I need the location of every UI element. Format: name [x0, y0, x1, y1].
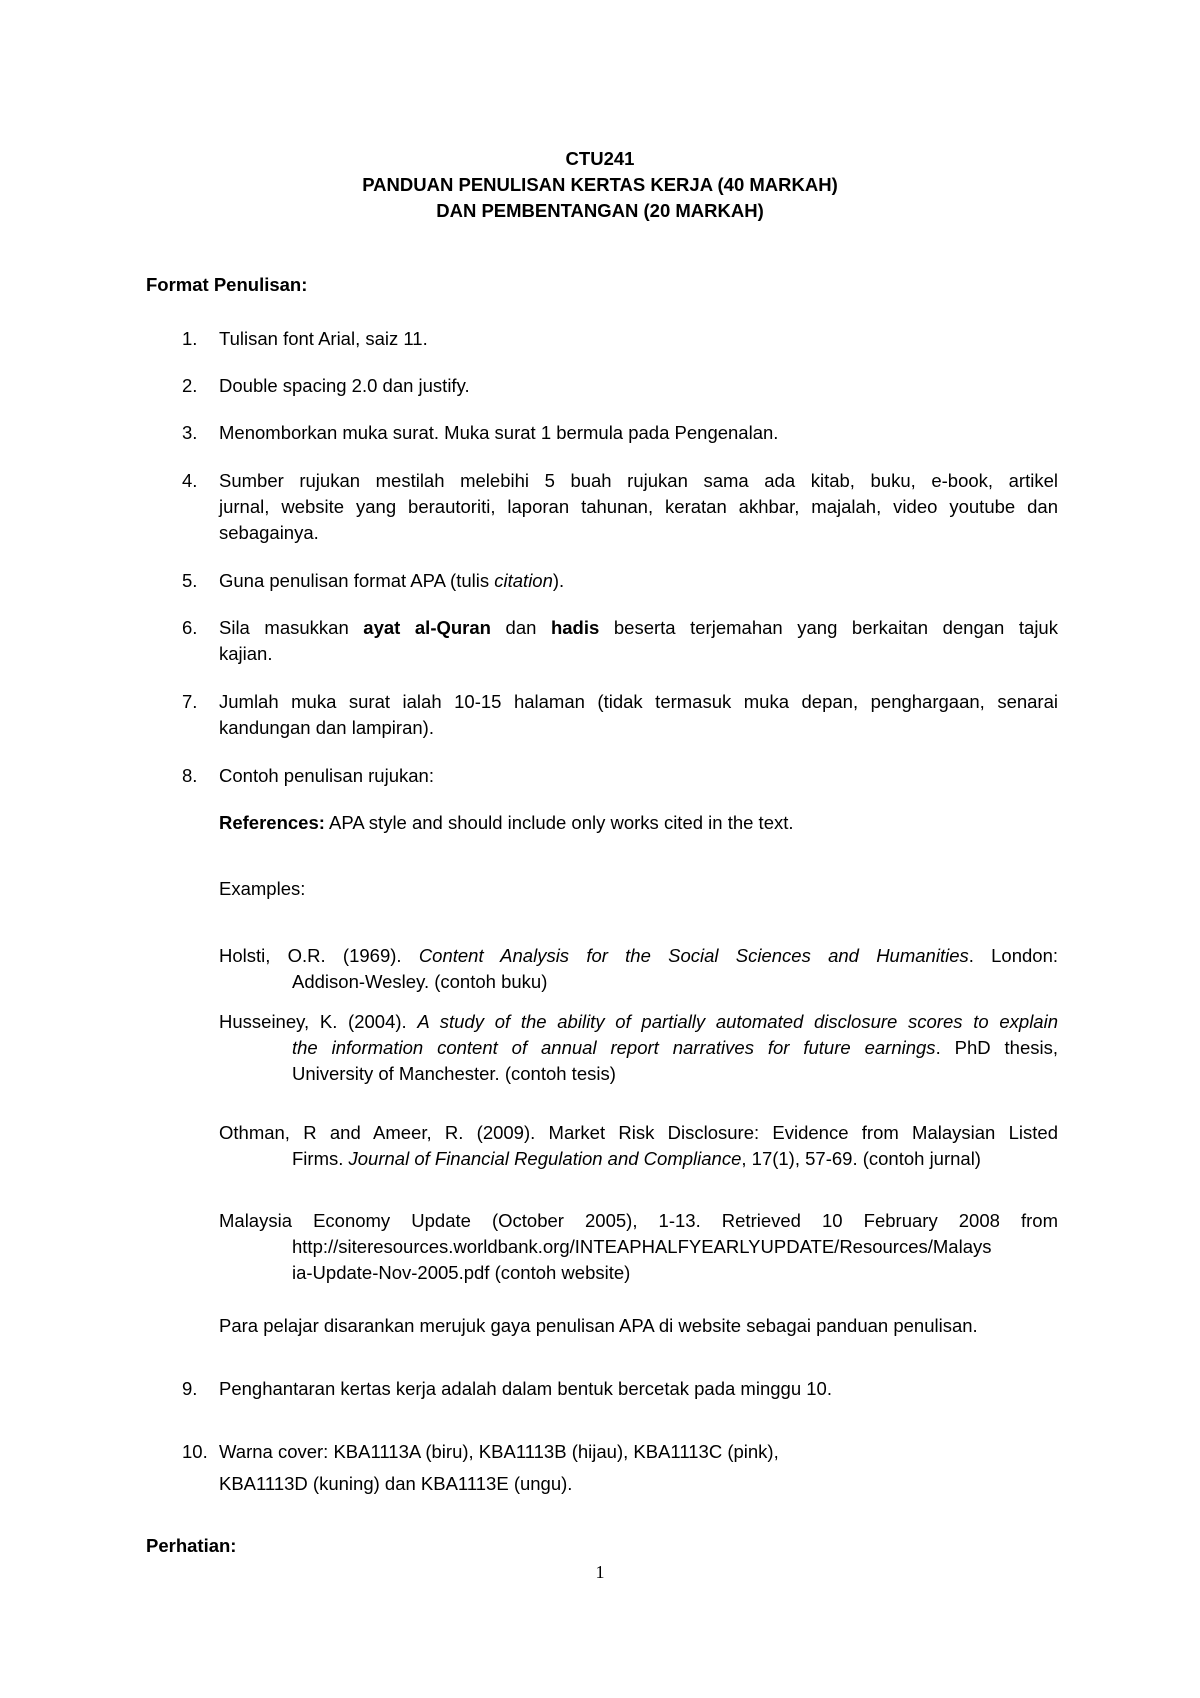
- reference-line: Malaysia Economy Update (October 2005), 1-13. Retrieved 10 February 2008 from: [219, 1210, 1058, 1231]
- item-number: 1.: [182, 328, 198, 349]
- reference-line: Addison-Wesley. (contoh buku): [292, 971, 548, 992]
- advice-text: Para pelajar disarankan merujuk gaya penulisan APA di website sebagai panduan penulisan.: [219, 1315, 978, 1336]
- item-text-part: Guna penulisan format APA (tulis: [219, 570, 495, 591]
- references-intro: [219, 810, 1058, 836]
- format-heading: Format Penulisan:: [146, 274, 308, 295]
- reference-title: A study of the ability of partially automated disclosure scores to explain: [417, 1011, 1058, 1032]
- document-title: [0, 146, 1200, 224]
- reference-title: the information content of annual report narratives for future earnings: [292, 1037, 936, 1058]
- item-text-line: kajian.: [219, 643, 273, 664]
- item-number: 6.: [182, 617, 198, 638]
- references-description: APA style and should include only works cited in the text.: [324, 812, 794, 833]
- item-text-part: beserta terjemahan yang berkaitan dengan tajuk: [599, 617, 1058, 638]
- reference-part: Firms.: [292, 1148, 349, 1169]
- perhatian-heading: Perhatian:: [146, 1535, 237, 1556]
- title-line-2: PANDUAN PENULISAN KERTAS KERJA (40 MARKAH): [362, 174, 838, 195]
- item-text: Contoh penulisan rujukan:: [219, 765, 434, 786]
- item-text: Warna cover: KBA1113A (biru), KBA1113B (hijau), KBA1113C (pink),: [219, 1441, 779, 1462]
- reference-title: Content Analysis for the Social Sciences and Humanities: [418, 945, 969, 966]
- item-text-part: Sila masukkan: [219, 617, 364, 638]
- bold-term: ayat al-Quran: [363, 617, 491, 638]
- reference-entry: [219, 943, 1058, 995]
- item-text-part: dan: [490, 617, 551, 638]
- item-text: [219, 568, 1058, 594]
- reference-line: [219, 943, 1058, 969]
- reference-entry: [219, 1208, 1058, 1286]
- item-text-part: ).: [552, 570, 565, 591]
- reference-part: . London:: [968, 945, 1059, 966]
- item-text: KBA1113D (kuning) dan KBA1113E (ungu).: [219, 1473, 573, 1494]
- reference-entry: [219, 1009, 1058, 1087]
- item-number: 5.: [182, 570, 198, 591]
- reference-journal: Journal of Financial Regulation and Compliance: [348, 1148, 742, 1169]
- item-text: Penghantaran kertas kerja adalah dalam bentuk bercetak pada minggu 10.: [219, 1378, 832, 1399]
- reference-part: , 17(1), 57-69. (contoh jurnal): [741, 1148, 981, 1169]
- bold-term: hadis: [550, 617, 600, 638]
- item-text-line: sebagainya.: [219, 522, 319, 543]
- item-text-line: jurnal, website yang berautoriti, laporan tahunan, keratan akhbar, majalah, video youtube dan: [219, 496, 1058, 517]
- item-text: [219, 615, 1058, 667]
- item-text: Tulisan font Arial, saiz 11.: [219, 328, 428, 349]
- reference-line: [219, 1009, 1058, 1035]
- reference-line: ia-Update-Nov-2005.pdf (contoh website): [292, 1262, 631, 1283]
- item-text-line: [219, 615, 1058, 641]
- item-text-line: kandungan dan lampiran).: [219, 717, 434, 738]
- item-number: 8.: [182, 765, 198, 786]
- title-line-3: DAN PEMBENTANGAN (20 MARKAH): [436, 200, 764, 221]
- item-number: 3.: [182, 422, 198, 443]
- item-number: 9.: [182, 1378, 198, 1399]
- item-text-line: Jumlah muka surat ialah 10-15 halaman (tidak termasuk muka depan, penghargaan, senarai: [219, 691, 1058, 712]
- reference-part: . PhD thesis,: [935, 1037, 1058, 1058]
- item-number: 7.: [182, 691, 198, 712]
- item-text: [219, 468, 1058, 546]
- item-text-line: Sumber rujukan mestilah melebihi 5 buah rujukan sama ada kitab, buku, e-book, artikel: [219, 470, 1058, 491]
- reference-line: [219, 1146, 1058, 1172]
- page-number: 1: [595, 1562, 605, 1582]
- reference-entry: [219, 1120, 1058, 1172]
- item-text: [219, 689, 1058, 741]
- reference-url-line: http://siteresources.worldbank.org/INTEAPHALFYEARLYUPDATE/Resources/Malays: [292, 1236, 992, 1257]
- reference-author: Husseiney, K. (2004).: [219, 1011, 418, 1032]
- reference-author: Holsti, O.R. (1969).: [219, 945, 419, 966]
- italic-term: citation: [494, 570, 553, 591]
- reference-line: Othman, R and Ameer, R. (2009). Market Risk Disclosure: Evidence from Malaysian Listed: [219, 1122, 1058, 1143]
- item-text: Menomborkan muka surat. Muka surat 1 bermula pada Pengenalan.: [219, 422, 779, 443]
- references-label: References:: [219, 812, 325, 833]
- reference-line: [219, 1035, 1058, 1061]
- reference-line: University of Manchester. (contoh tesis): [292, 1063, 616, 1084]
- course-code: CTU241: [565, 148, 635, 169]
- item-number: 2.: [182, 375, 198, 396]
- item-text: Double spacing 2.0 dan justify.: [219, 375, 470, 396]
- item-number: 10.: [182, 1441, 208, 1462]
- examples-label: Examples:: [219, 878, 306, 899]
- item-number: 4.: [182, 470, 198, 491]
